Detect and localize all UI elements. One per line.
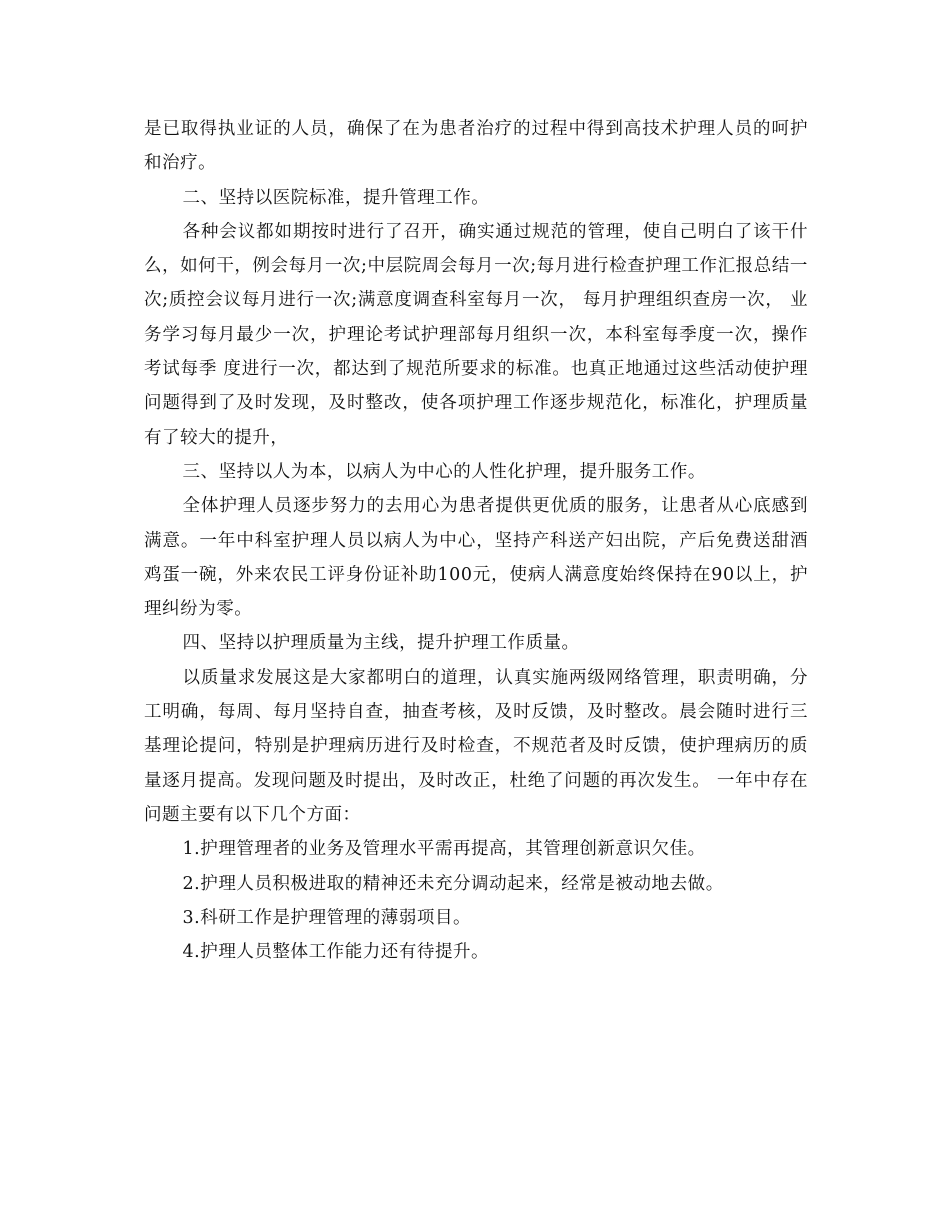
section-heading-3: 三、坚持以人为本，以病人为中心的人性化护理，提升服务工作。 (182, 461, 706, 482)
body-paragraph-continuation: 是已取得执业证的人员，确保了在为患者治疗的过程中得到高技术护理人员的呵护和治疗。 (144, 119, 808, 174)
section-heading-2: 二、坚持以医院标准，提升管理工作。 (182, 187, 490, 208)
body-paragraph-meetings: 各种会议都如期按时进行了召开，确实通过规范的管理，使自己明白了该干什么，如何干，例会每月一次;中层院周会每月一次;每月进行检查护理工作汇报总结一次;质控会议每月进行一次;满意度调查科室每月一次， 每月护理组织查房一次， 业务学习每月最少一次，护理论考试护理部每月组织一次，本科室每季度一次，操作考试每季 度进行一次，都达到了规范所要求的标准。也真正地通过这些活动使护理问题得到了及时发现，及时整改，使各项护理工作逐步规范化，标准化，护理质量有了较大的提升， (144, 221, 808, 448)
body-paragraph-service: 全体护理人员逐步努力的去用心为患者提供更优质的服务，让患者从心底感到满意。一年中科室护理人员以病人为中心，坚持产科送产妇出院，产后免费送甜酒鸡蛋一碗，外来农民工评身份证补助100元，使病人满意度始终保持在90以上，护理纠纷为零。 (144, 496, 808, 620)
body-paragraph-quality: 以质量求发展这是大家都明白的道理，认真实施两级网络管理，职责明确，分工明确，每周、每月坚持自查，抽查考核，及时反馈，及时整改。晨会随时进行三基理论提问，特别是护理病历进行及时检查，不规范者及时反馈，使护理病历的质量逐月提高。发现问题及时提出，及时改正，杜绝了问题的再次发生。 一年中存在问题主要有以下几个方面： (144, 667, 808, 825)
list-item-3: 3.科研工作是护理管理的薄弱项目。 (182, 907, 472, 928)
section-heading-4: 四、坚持以护理质量为主线，提升护理工作质量。 (182, 633, 580, 654)
list-item-4: 4.护理人员整体工作能力还有待提升。 (182, 942, 490, 963)
list-item-2: 2.护理人员积极进取的精神还未充分调动起来，经常是被动地去做。 (182, 873, 724, 894)
list-item-1: 1.护理管理者的业务及管理水平需再提高，其管理创新意识欠佳。 (182, 839, 706, 860)
document-page (144, 112, 808, 969)
